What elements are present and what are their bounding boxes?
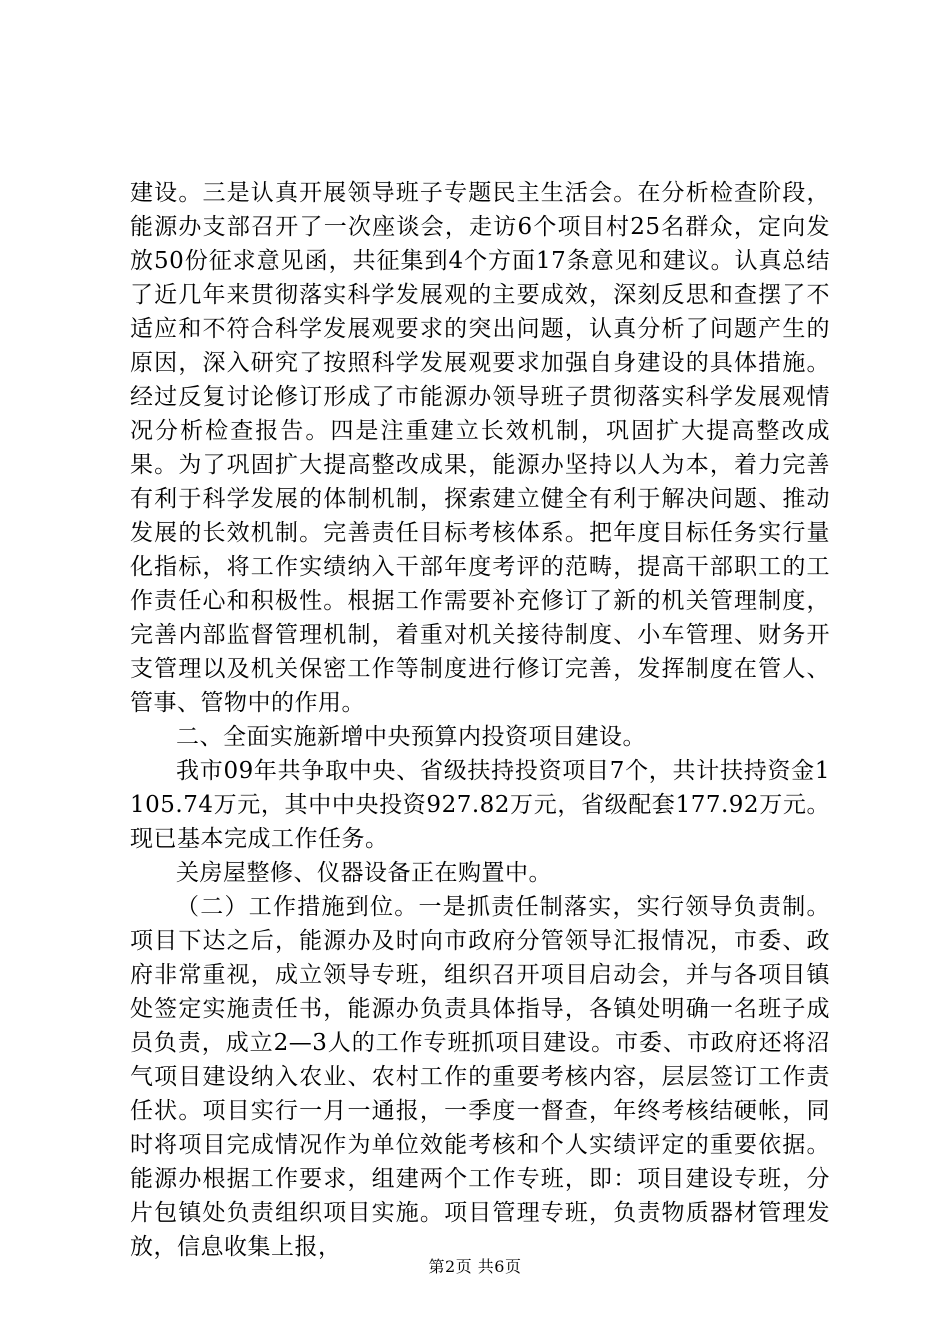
paragraph-rectification-work: 建设。三是认真开展领导班子专题民主生活会。在分析检查阶段，能源办支部召开了一次座谈会，走访6个项目村25名群众，定向发放50份征求意见函，共征集到4个方面17条意见和建议。认真总结了近几年来贯彻落实科学发展观的主要成效，深刻反思和查摆了不适应和不符合科学发展观要求的突出问题，认真分析了问题产生的原因，深入研究了按照科学发展观要求加强自身建设的具体措施。经过反复讨论修订形成了市能源办领导班子贯彻落实科学发展观情况分析检查报告。四是注重建立长效机制，巩固扩大提高整改成果。为了巩固扩大提高整改成果，能源办坚持以人为本，着力完善有利于科学发展的体制机制，探索建立健全有利于解决问题、推动发展的长效机制。完善责任目标考核体系。把年度目标任务实行量化指标，将工作实绩纳入干部年度考评的范畴，提高干部职工的工作责任心和积极性。根据工作需要补充修订了新的机关管理制度，完善内部监督管理机制，着重对机关接待制度、小车管理、财务开支管理以及机关保密工作等制度进行修订完善，发挥制度在管人、管事、管物中的作用。 (130, 180, 830, 716)
section-heading-investment-projects: 二、全面实施新增中央预算内投资项目建设。 (176, 724, 646, 750)
document-body (130, 176, 830, 1264)
paragraph-work-measures: （二）工作措施到位。一是抓责任制落实，实行领导负责制。项目下达之后，能源办及时向市政府分管领导汇报情况，市委、政府非常重视，成立领导专班，组织召开项目启动会，并与各项目镇处签定实施责任书，能源办负责具体指导，各镇处明确一名班子成员负责，成立2—3人的工作专班抓项目建设。市委、市政府还将沼气项目建设纳入农业、农村工作的重要考核内容，层层签订工作责任状。项目实行一月一通报，一季度一督查，年终考核结硬帐，同时将项目完成情况作为单位效能考核和个人实绩评定的重要依据。能源办根据工作要求，组建两个工作专班，即：项目建设专班，分片包镇处负责组织项目实施。项目管理专班，负责物质器材管理发放，信息收集上报， (130, 894, 830, 1260)
paragraph-housing-equipment: 关房屋整修、仪器设备正在购置中。 (176, 860, 552, 886)
paragraph-project-funding: 我市09年共争取中央、省级扶持投资项目7个，共计扶持资金1105.74万元，其中中央投资927.82万元，省级配套177.92万元。现已基本完成工作任务。 (130, 758, 830, 852)
page-number-footer: 第2页 共6页 (428, 1257, 522, 1276)
